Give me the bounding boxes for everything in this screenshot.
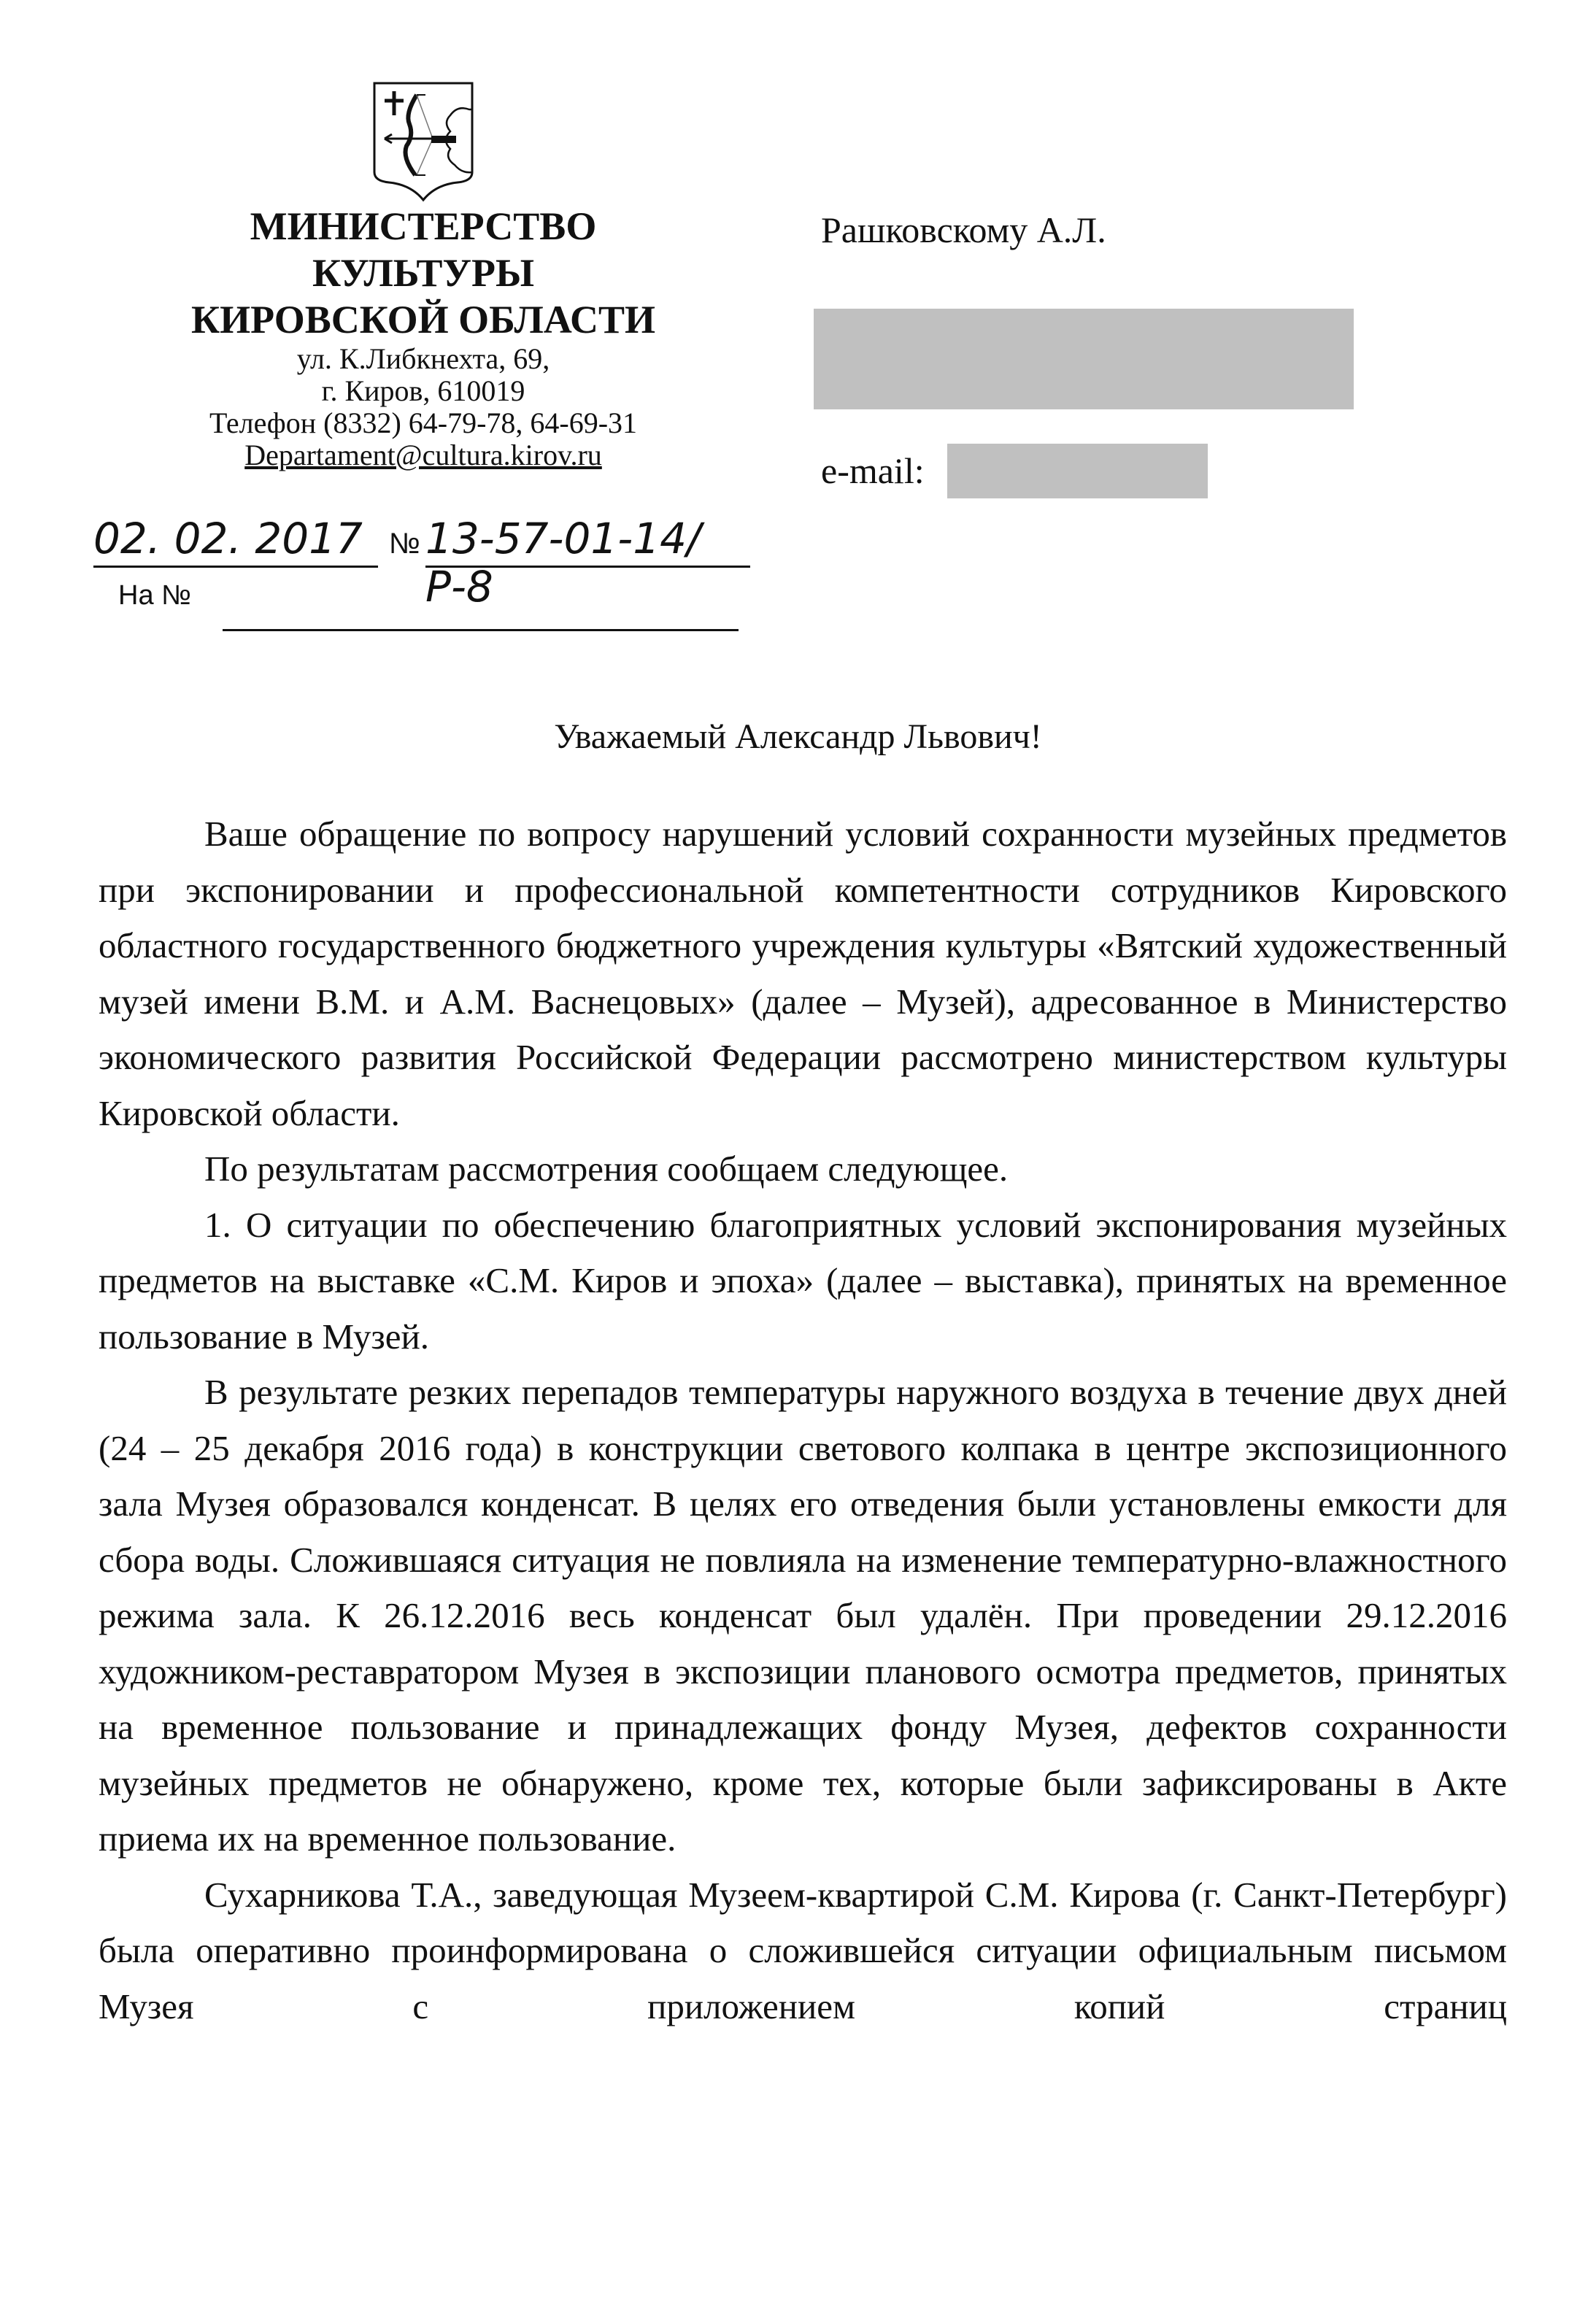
body-paragraph: Ваше обращение по вопросу нарушений условий сохранности музейных предметов при экспонировании и профессиональной компетентности сотрудников Кировского областного государственного бюджетного учреждения культуры «Вятский художественный музей имени В.М. и А.М. Васнецовых» (далее – Музей), адресованное в Министерство экономического развития Российской Федерации рассмотрено министерством культуры Кировской области. xyxy=(99,814,1507,1133)
body-paragraph: В результате резких перепадов температуры наружного воздуха в течение двух дней (24 – 25 декабря 2016 года) в конструкции светового колпака в центре экспозиционного зала Музея образовался конденсат. В целях его отведения были установлены емкости для сбора воды. Сложившаяся ситуация не повлияла на изменение температурно-влажностного режима зала. К 26.12.2016 весь конденсат был удалён. При проведении 29.12.2016 художником-реставратором Музея в экспозиции планового осмотра предметов, принятых на временное пользование и принадлежащих фонду Музея, дефектов сохранности музейных предметов не обнаружено, кроме тех, которые были зафиксированы в Акте приема их на временное пользование. xyxy=(99,1372,1507,1859)
org-email-link[interactable]: Departament@cultura.kirov.ru xyxy=(244,439,602,471)
addressee-name: Рашковскому А.Л. xyxy=(821,209,1106,250)
letter-body xyxy=(99,806,1507,2034)
redacted-email xyxy=(947,444,1208,498)
redacted-address xyxy=(814,309,1354,409)
coat-of-arms-icon xyxy=(369,79,478,203)
body-paragraph: 1. О ситуации по обеспечению благоприятных условий экспонирования музейных предметов на выставке «С.М. Киров и эпоха» (далее – выставка), принятых на временное пользование в Музей. xyxy=(99,1204,1507,1357)
org-name-line1: МИНИСТЕРСТВО xyxy=(250,204,597,248)
body-paragraph: По результатам рассмотрения сообщаем следующее. xyxy=(204,1149,1009,1189)
reply-to-blank-line xyxy=(223,629,739,631)
org-phone: Телефон (8332) 64-79-78, 64-69-31 xyxy=(209,406,638,439)
salutation: Уважаемый Александр Львович! xyxy=(554,717,1042,756)
number-label: № xyxy=(389,528,420,560)
body-paragraph: Сухарникова Т.А., заведующая Музеем-квартирой С.М. Кирова (г. Санкт-Петербург) была оперативно проинформирована о сложившейся ситуации официальным письмом Музея с приложением копий страниц xyxy=(99,1874,1507,2026)
addressee-block xyxy=(821,208,1376,491)
org-name-line2: КУЛЬТУРЫ xyxy=(312,251,535,295)
addressee-email-label: e-mail: xyxy=(821,450,925,491)
registration-date: 02. 02. 2017 xyxy=(93,514,378,568)
registration-number: 13-57-01-14/Р-8 xyxy=(425,514,750,568)
org-address-street: ул. К.Либкнехта, 69, xyxy=(296,342,550,375)
letterhead xyxy=(139,79,708,471)
org-address-city: г. Киров, 610019 xyxy=(321,374,525,407)
reply-to-label: На № xyxy=(118,580,191,611)
org-name-line3: КИРОВСКОЙ ОБЛАСТИ xyxy=(190,298,656,342)
